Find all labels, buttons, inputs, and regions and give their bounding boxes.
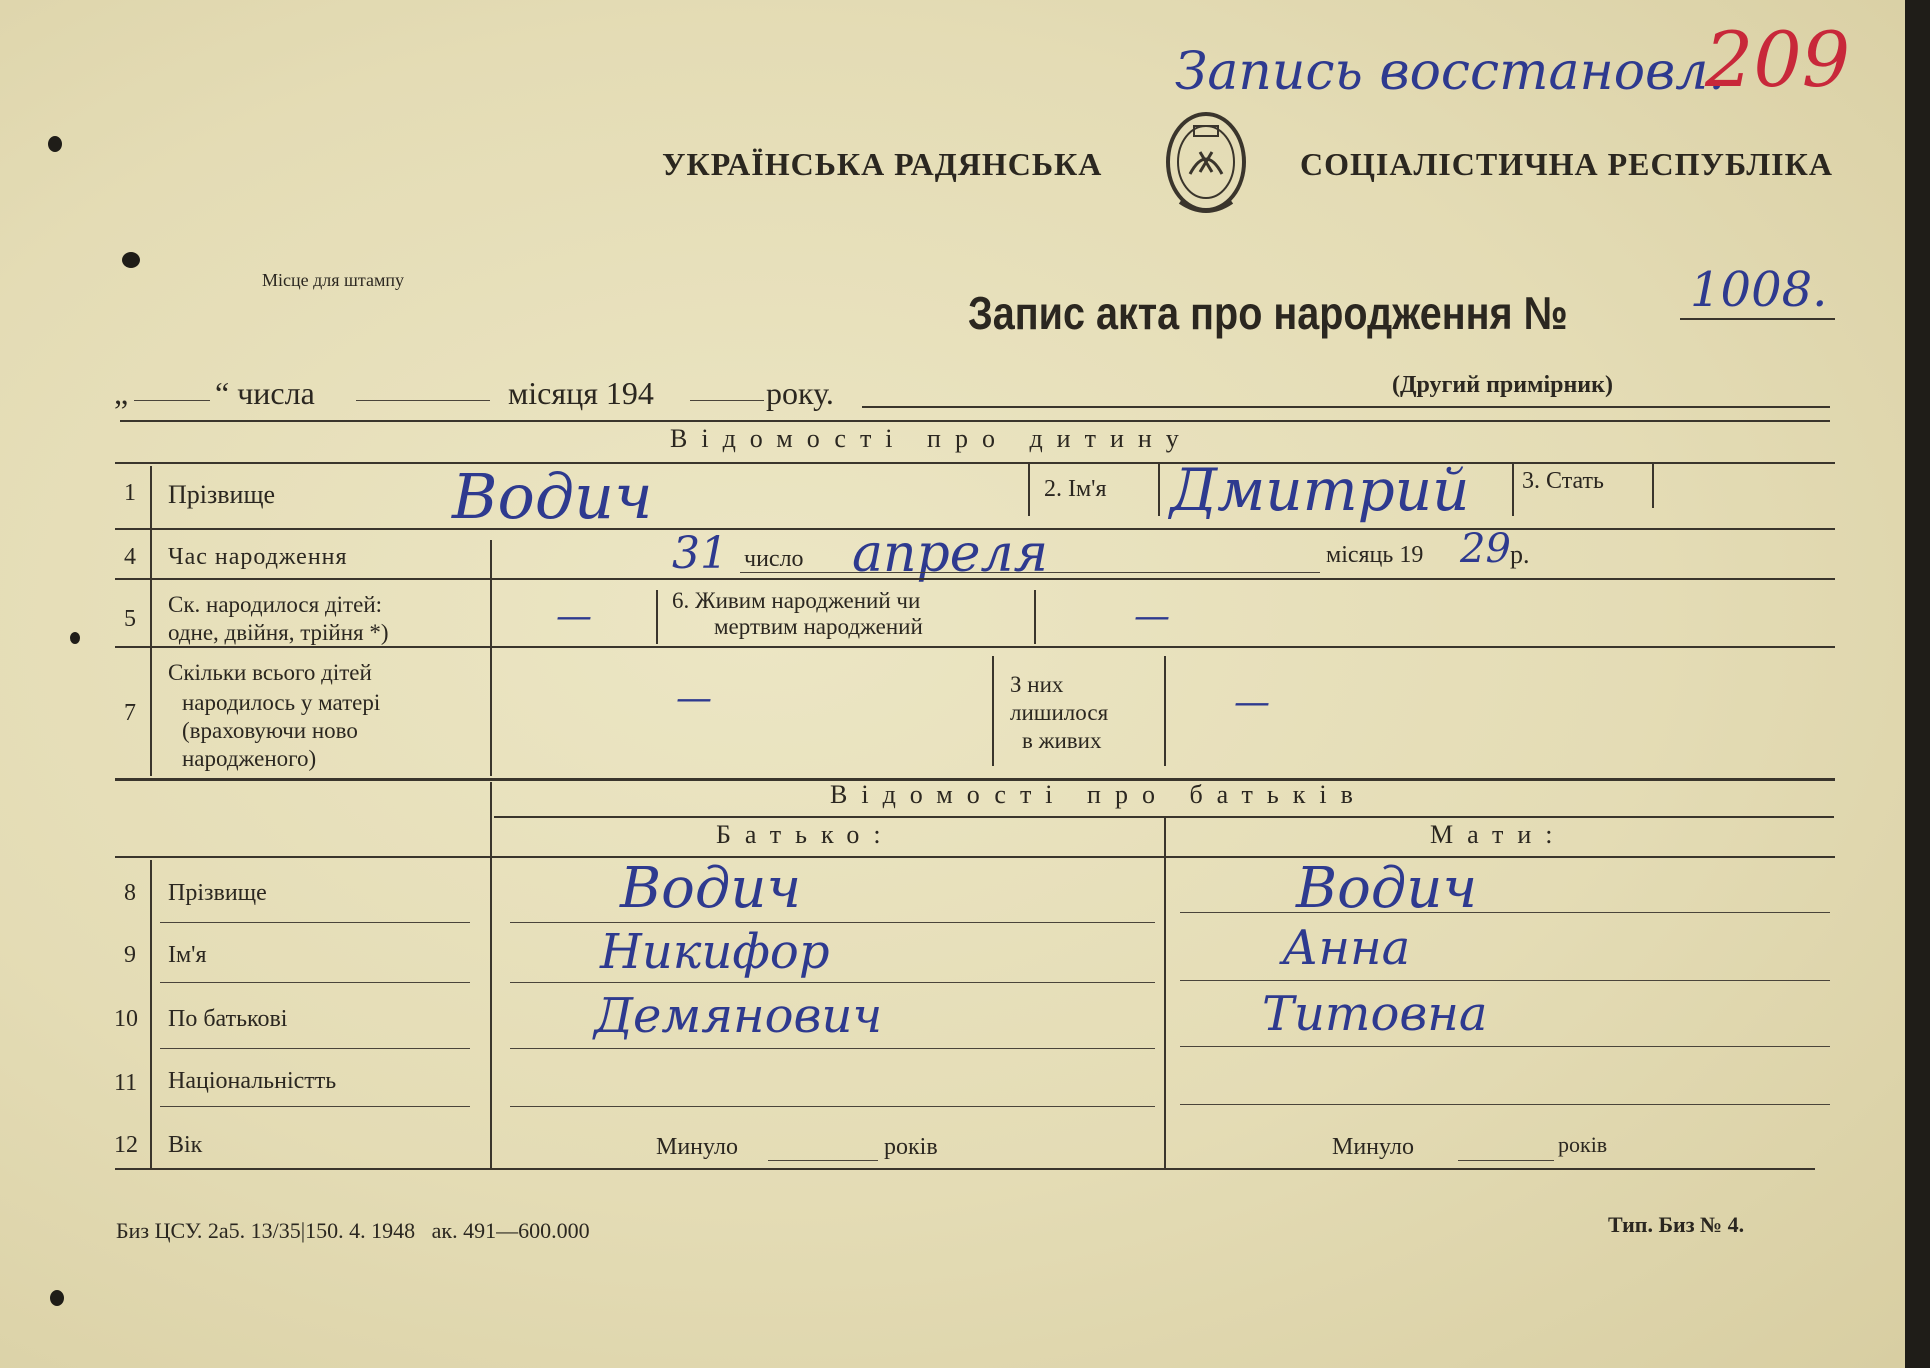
father-patronymic-value: Демянович (594, 988, 883, 1044)
births-label-line2: одне, двійня, трійня *) (168, 620, 389, 645)
alive-value-divider (1034, 590, 1036, 644)
row-number-10: 10 (114, 1006, 138, 1032)
act-number-underline (1680, 318, 1835, 320)
mother-surname-value: Водич (1296, 856, 1478, 921)
birth-month-value: апреля (852, 524, 1049, 584)
child-sex-label: 3. Стать (1522, 468, 1604, 494)
child-heading-rule (115, 462, 1835, 464)
act-number: 1008. (1690, 262, 1828, 318)
restoration-number: 209 (1705, 15, 1851, 104)
surviving-label-line2: лишилося (1010, 700, 1109, 725)
row9-rule-father (510, 982, 1155, 983)
father-age-years: років (884, 1134, 938, 1160)
row8-rule-mother (1180, 912, 1830, 913)
row-number-5: 5 (124, 606, 136, 632)
row9-rule-left (160, 982, 470, 983)
child-surname-label: Прізвище (168, 480, 276, 509)
mother-age-past: Минуло (1332, 1134, 1414, 1160)
name-value-divider (1158, 464, 1160, 516)
mother-name-value: Анна (1282, 920, 1411, 976)
child-surname-value: Водич (452, 460, 653, 533)
births-label-line1: Ск. народилося дітей: (168, 592, 383, 617)
name-cell-divider (1028, 464, 1030, 516)
row-number-1: 1 (124, 480, 136, 506)
parents-bottom-rule (115, 1168, 1815, 1170)
row-number-8: 8 (124, 880, 136, 906)
footer-typography: Тип. Биз № 4. (1608, 1212, 1745, 1237)
row8-rule-father (510, 922, 1155, 923)
republic-title-left: УКРАЇНСЬКА РАДЯНСЬКА (662, 146, 1103, 182)
number-column-divider (150, 466, 152, 776)
birth-time-label: Час народження (168, 544, 348, 570)
alive-label-line2: мертвим народжений (714, 614, 923, 639)
surviving-value: — (1234, 682, 1270, 723)
child-name-label: 2. Ім'я (1044, 476, 1107, 502)
surviving-label-line3: в живих (1022, 728, 1102, 753)
row11-rule-mother (1180, 1104, 1830, 1105)
row10-rule-mother (1180, 1046, 1830, 1047)
parent-age-label: Вік (168, 1132, 203, 1158)
parents-middle-divider (1164, 818, 1166, 1168)
row-number-7: 7 (124, 700, 136, 726)
father-age-past: Минуло (656, 1134, 738, 1160)
birth-day-value: 31 (672, 528, 728, 579)
father-surname-value: Водич (620, 856, 802, 921)
father-name-value: Никифор (600, 924, 830, 980)
surviving-label-line1: З них (1010, 672, 1064, 697)
total-label-line2: народилось у матері (182, 690, 381, 715)
date-year-label: року. (766, 375, 834, 411)
binder-hole (70, 632, 80, 644)
coat-of-arms-emblem (1160, 104, 1252, 222)
child-name-value: Дмитрий (1170, 456, 1470, 524)
row11-rule-left (160, 1106, 470, 1107)
row8-rule-left (160, 922, 470, 923)
father-age-blank (768, 1160, 878, 1161)
mother-patronymic-value: Титовна (1262, 986, 1488, 1042)
births-value: — (556, 596, 592, 637)
total-label-line4: народженого) (182, 746, 317, 771)
date-year-blank (690, 400, 764, 401)
row10-rule-father (510, 1048, 1155, 1049)
row9-rule-mother (1180, 980, 1830, 981)
total-label-line3: (враховуючи ново (182, 718, 358, 743)
parents-label-divider (490, 782, 492, 1168)
surviving-value-divider (1164, 656, 1166, 766)
stamp-place-label: Місце для штампу (262, 270, 404, 290)
month-word: місяць 19 (1326, 542, 1424, 568)
row-number-12: 12 (114, 1132, 138, 1158)
sex-value-divider (1652, 464, 1654, 508)
binder-hole (122, 252, 140, 268)
parents-number-divider (150, 860, 152, 1170)
binder-hole (48, 136, 62, 152)
parent-nationality-label: Національністть (168, 1068, 337, 1094)
parent-surname-label: Прізвище (168, 880, 267, 906)
footer-print-info: Биз ЦСУ. 2а5. 13/35|150. 4. 1948 ак. 491—600.000 (116, 1218, 590, 1243)
alive-cell-divider (656, 590, 658, 644)
father-heading: Батько: (716, 820, 895, 849)
row5-rule (115, 646, 1835, 648)
restoration-note: Запись восстановл. (1175, 42, 1725, 102)
act-title: Запис акта про народження № (968, 287, 1568, 339)
mother-age-years: років (1558, 1132, 1608, 1157)
parents-section-heading: Відомості про батьків (830, 780, 1367, 809)
year-word: р. (1510, 540, 1530, 569)
date-month-blank (356, 400, 490, 401)
row10-rule-left (160, 1048, 470, 1049)
label-column-divider (490, 540, 492, 776)
date-day-label: “ числа (215, 375, 315, 411)
republic-title-right: СОЦІАЛІСТИЧНА РЕСПУБЛІКА (1300, 146, 1833, 182)
date-quote-open: „ (114, 375, 129, 411)
child-section-heading: Відомості про дитину (670, 424, 1193, 453)
mother-heading: Мати: (1430, 820, 1567, 849)
day-word: число (744, 546, 804, 572)
date-day-blank (134, 400, 210, 401)
birth-month-underline (740, 572, 1320, 573)
row-number-11: 11 (114, 1070, 138, 1096)
binder-hole (50, 1290, 64, 1306)
alive-label-line1: 6. Живим народжений чи (672, 588, 921, 613)
alive-value: — (1134, 596, 1170, 637)
top-rule (120, 420, 1830, 422)
row4-rule (115, 578, 1835, 580)
parents-subheading-rule (115, 856, 1835, 858)
mother-age-blank (1458, 1160, 1554, 1161)
date-line-rule (862, 406, 1830, 408)
total-value: — (676, 678, 712, 719)
row-number-9: 9 (124, 942, 136, 968)
copy-label: (Другий примірник) (1392, 372, 1613, 398)
row11-rule-father (510, 1106, 1155, 1107)
row-number-4: 4 (124, 544, 136, 570)
date-month-label: місяця 194 (508, 375, 654, 411)
total-label-line1: Скільки всього дітей (168, 660, 372, 685)
birth-year-value: 29 (1460, 526, 1511, 572)
surviving-cell-divider (992, 656, 994, 766)
parent-patronymic-label: По батькові (168, 1006, 288, 1032)
sex-cell-divider (1512, 464, 1514, 516)
parent-name-label: Ім'я (168, 942, 207, 968)
